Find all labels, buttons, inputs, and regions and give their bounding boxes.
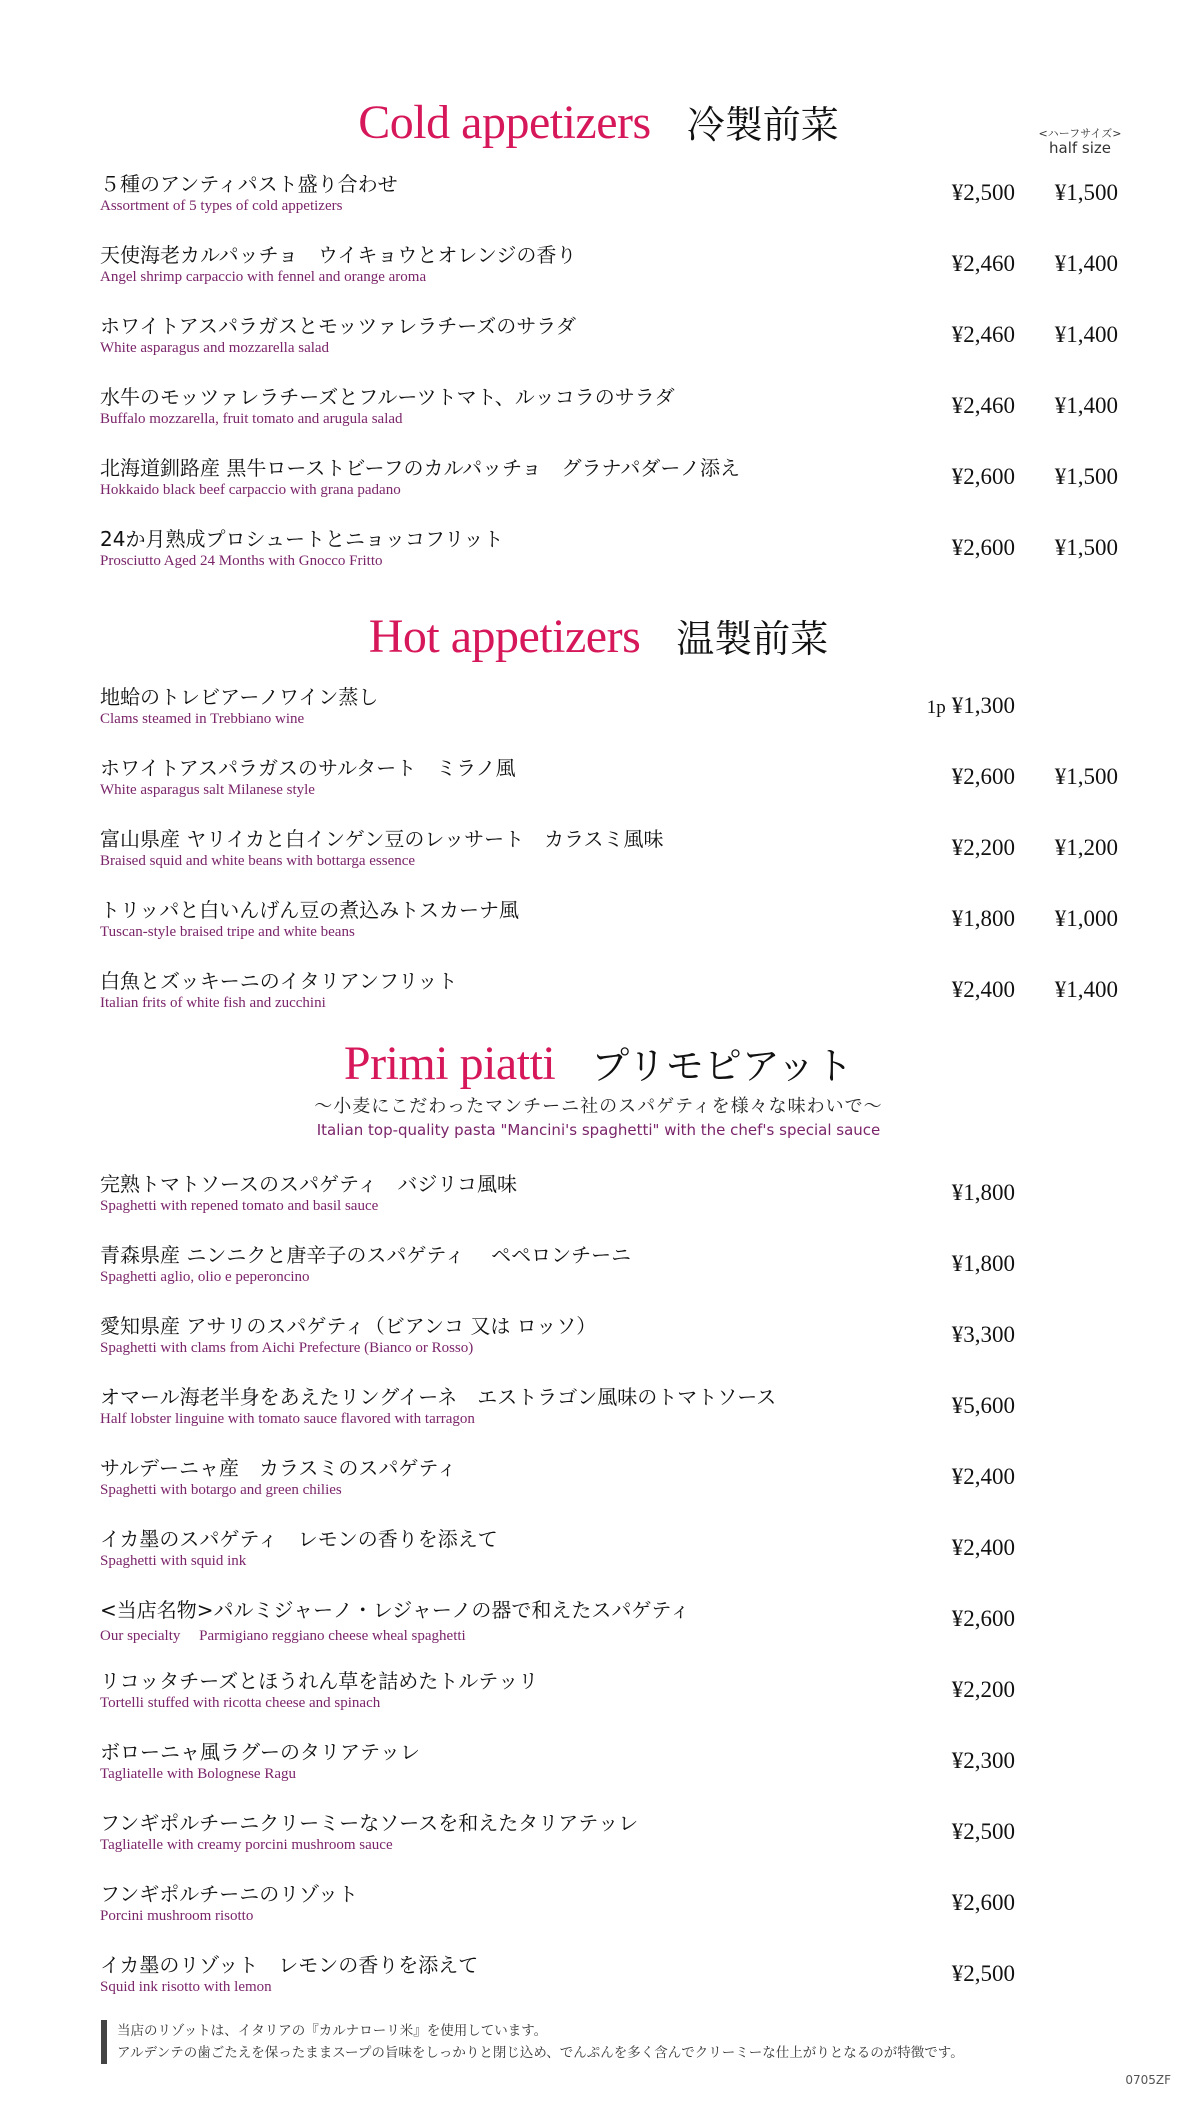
risotto-note-line2: アルデンテの歯ごたえを保ったままスープの旨味をしっかりと閉じ込め、でんぷんを多く含んでクリーミーな仕上がりとなるのが特徴です。 bbox=[117, 2045, 964, 2061]
item-price-half: ¥1,200 bbox=[1054, 835, 1118, 860]
risotto-note-line1: 当店のリゾットは、イタリアの『カルナローリ米』を使用しています。 bbox=[117, 2023, 548, 2039]
menu-item bbox=[100, 1594, 1120, 1654]
item-price: ¥2,400 bbox=[951, 1535, 1015, 1560]
item-name-ja: 白魚とズッキーニのイタリアンフリット bbox=[100, 969, 458, 993]
primi-subtitle-en: Italian top-quality pasta "Mancini's spaghetti" with the chef's special sauce bbox=[316, 1121, 881, 1139]
item-name-ja: イカ墨のスパゲティ レモンの香りを添えて bbox=[100, 1527, 498, 1551]
menu-item bbox=[100, 1949, 1120, 2009]
half-size-header bbox=[1030, 128, 1130, 157]
menu-code: 0705ZF bbox=[1125, 2073, 1171, 2087]
menu-item bbox=[100, 965, 1120, 1025]
item-price-half: ¥1,400 bbox=[1054, 251, 1118, 276]
item-name-en: Tagliatelle with Bolognese Ragu bbox=[100, 1766, 296, 1782]
item-name-en: Clams steamed in Trebbiano wine bbox=[100, 711, 305, 727]
menu-item bbox=[100, 523, 1120, 583]
item-name-en: White asparagus salt Milanese style bbox=[100, 782, 315, 798]
menu-item bbox=[100, 1310, 1120, 1370]
item-price: ¥2,600 bbox=[951, 764, 1015, 789]
menu-item bbox=[100, 894, 1120, 954]
item-name-ja: フンギポルチーニクリーミーなソースを和えたタリアテッレ bbox=[100, 1811, 639, 1835]
item-name-en: Spaghetti with repened tomato and basil sauce bbox=[100, 1198, 379, 1214]
item-name-ja: ５種のアンティパスト盛り合わせ bbox=[100, 172, 398, 196]
item-name-en: Hokkaido black beef carpaccio with grana padano bbox=[100, 482, 401, 498]
item-price-half: ¥1,400 bbox=[1054, 977, 1118, 1002]
item-price bbox=[927, 693, 1015, 719]
item-name-en: Buffalo mozzarella, fruit tomato and arugula salad bbox=[100, 411, 403, 427]
menu-item bbox=[100, 1452, 1120, 1512]
item-name-en: Squid ink risotto with lemon bbox=[100, 1979, 272, 1995]
cold-title-ja: 冷製前菜 bbox=[686, 103, 839, 147]
item-name-en: Porcini mushroom risotto bbox=[100, 1908, 254, 1924]
menu-item bbox=[100, 1807, 1120, 1867]
hot-title-en: Hot appetizers bbox=[368, 610, 641, 663]
item-name-ja: ホワイトアスパラガスのサルタート ミラノ風 bbox=[100, 756, 516, 780]
item-name-ja: ボローニャ風ラグーのタリアテッレ bbox=[100, 1740, 420, 1764]
item-price-half: ¥1,500 bbox=[1054, 535, 1118, 560]
item-name-ja: 青森県産 ニンニクと唐辛子のスパゲティ ペペロンチーニ bbox=[100, 1243, 632, 1267]
item-name-ja: <当店名物>パルミジャーノ・レジャーノの器で和えたスパゲティ bbox=[100, 1598, 690, 1622]
item-price-value: ¥1,300 bbox=[951, 693, 1015, 718]
item-name-en: Half lobster linguine with tomato sauce flavored with tarragon bbox=[100, 1411, 475, 1427]
item-name-en: Italian frits of white fish and zucchini bbox=[100, 995, 326, 1011]
item-name-en: Angel shrimp carpaccio with fennel and orange aroma bbox=[100, 269, 427, 285]
menu-item bbox=[100, 1878, 1120, 1938]
item-name-ja: 地蛤のトレビアーノワイン蒸し bbox=[100, 685, 379, 709]
item-name-en: Braised squid and white beans with bottarga essence bbox=[100, 853, 416, 869]
item-price: ¥2,460 bbox=[951, 251, 1015, 276]
hot-appetizers-title bbox=[0, 608, 1197, 664]
cold-title-en: Cold appetizers bbox=[358, 96, 651, 149]
item-name-en: Tagliatelle with creamy porcini mushroom sauce bbox=[100, 1837, 393, 1853]
item-price: ¥5,600 bbox=[951, 1393, 1015, 1418]
item-price: ¥2,600 bbox=[951, 1606, 1015, 1631]
item-price: ¥2,200 bbox=[951, 1677, 1015, 1702]
menu-item bbox=[100, 168, 1120, 228]
item-name-ja: 24か月熟成プロシュートとニョッコフリット bbox=[100, 527, 504, 551]
half-size-header-ja: <ハーフサイズ> bbox=[1038, 127, 1122, 140]
item-price: ¥2,500 bbox=[951, 1819, 1015, 1844]
primi-piatti-title bbox=[0, 1035, 1197, 1091]
item-price: ¥2,300 bbox=[951, 1748, 1015, 1773]
item-price: ¥1,800 bbox=[951, 1251, 1015, 1276]
menu-item bbox=[100, 1239, 1120, 1299]
item-price: ¥2,200 bbox=[951, 835, 1015, 860]
menu-item bbox=[100, 1168, 1120, 1228]
menu-item bbox=[100, 1736, 1120, 1796]
primi-subtitle-ja: ～小麦にこだわったマンチーニ社のスパゲティを様々な味わいで～ bbox=[314, 1096, 883, 1117]
item-name-ja: 完熟トマトソースのスパゲティ バジリコ風味 bbox=[100, 1172, 517, 1196]
item-name-ja: 天使海老カルパッチョ ウイキョウとオレンジの香り bbox=[100, 243, 577, 267]
menu-item bbox=[100, 1381, 1120, 1441]
menu-item bbox=[100, 1665, 1120, 1725]
item-price: ¥3,300 bbox=[951, 1322, 1015, 1347]
item-name-ja: イカ墨のリゾット レモンの香りを添えて bbox=[100, 1953, 479, 1977]
menu-item bbox=[100, 681, 1120, 741]
item-unit: 1p bbox=[926, 697, 946, 718]
item-name-en: Tortelli stuffed with ricotta cheese and spinach bbox=[100, 1695, 381, 1711]
hot-title-ja: 温製前菜 bbox=[676, 617, 829, 661]
item-price: ¥2,500 bbox=[951, 1961, 1015, 1986]
cold-appetizers-title bbox=[0, 94, 1197, 150]
primi-title-ja: プリモピアット bbox=[591, 1044, 854, 1088]
item-name-ja: 水牛のモッツァレラチーズとフルーツトマト、ルッコラのサラダ bbox=[100, 385, 675, 409]
item-name-en: Spaghetti aglio, olio e peperoncino bbox=[100, 1269, 310, 1285]
item-name-ja: トリッパと白いんげん豆の煮込みトスカーナ風 bbox=[100, 898, 519, 922]
item-price: ¥1,800 bbox=[951, 906, 1015, 931]
item-name-ja: 愛知県産 アサリのスパゲティ（ビアンコ 又は ロッソ） bbox=[100, 1314, 597, 1338]
item-name-en: Spaghetti with squid ink bbox=[100, 1553, 247, 1569]
item-name-ja: 富山県産 ヤリイカと白インゲン豆のレッサート カラスミ風味 bbox=[100, 827, 664, 851]
item-price-half: ¥1,400 bbox=[1054, 322, 1118, 347]
item-name-en: White asparagus and mozzarella salad bbox=[100, 340, 330, 356]
item-name-en: Prosciutto Aged 24 Months with Gnocco Fritto bbox=[100, 553, 383, 569]
menu-item bbox=[100, 239, 1120, 299]
menu-item bbox=[100, 823, 1120, 883]
menu-item bbox=[100, 381, 1120, 441]
item-price: ¥2,600 bbox=[951, 1890, 1015, 1915]
item-price: ¥2,400 bbox=[951, 977, 1015, 1002]
item-name-ja: サルデーニャ産 カラスミのスパゲティ bbox=[100, 1456, 457, 1480]
item-name-ja: ホワイトアスパラガスとモッツァレラチーズのサラダ bbox=[100, 314, 576, 338]
item-name-en: Spaghetti with botargo and green chilies bbox=[100, 1482, 342, 1498]
item-price: ¥2,460 bbox=[951, 393, 1015, 418]
item-name-en: Tuscan-style braised tripe and white beans bbox=[100, 924, 355, 940]
item-price: ¥2,460 bbox=[951, 322, 1015, 347]
item-price: ¥2,600 bbox=[951, 464, 1015, 489]
item-price-half: ¥1,400 bbox=[1054, 393, 1118, 418]
item-price-half: ¥1,500 bbox=[1054, 764, 1118, 789]
item-name-en: Assortment of 5 types of cold appetizers bbox=[100, 198, 343, 214]
item-price: ¥1,800 bbox=[951, 1180, 1015, 1205]
menu-item bbox=[100, 752, 1120, 812]
item-name-en: Our specialty Parmigiano reggiano cheese wheal spaghetti bbox=[100, 1628, 466, 1644]
menu-item bbox=[100, 452, 1120, 512]
item-name-ja: 北海道釧路産 黒牛ローストビーフのカルパッチョ グラナパダーノ添え bbox=[100, 456, 740, 480]
item-price-half: ¥1,500 bbox=[1054, 464, 1118, 489]
item-name-ja: オマール海老半身をあえたリングイーネ エストラゴン風味のトマトソース bbox=[100, 1385, 777, 1409]
risotto-note bbox=[101, 2020, 964, 2064]
item-price: ¥2,400 bbox=[951, 1464, 1015, 1489]
item-price: ¥2,600 bbox=[951, 535, 1015, 560]
primi-title-en: Primi piatti bbox=[343, 1037, 556, 1090]
item-name-en: Spaghetti with clams from Aichi Prefecture (Bianco or Rosso) bbox=[100, 1340, 474, 1356]
item-price: ¥2,500 bbox=[951, 180, 1015, 205]
item-price-half: ¥1,000 bbox=[1054, 906, 1118, 931]
menu-item bbox=[100, 310, 1120, 370]
menu-item bbox=[100, 1523, 1120, 1583]
item-price-half: ¥1,500 bbox=[1054, 180, 1118, 205]
half-size-header-en: half size bbox=[1049, 139, 1111, 158]
item-name-ja: フンギポルチーニのリゾット bbox=[100, 1882, 358, 1906]
item-name-ja: リコッタチーズとほうれん草を詰めたトルテッリ bbox=[100, 1669, 539, 1693]
